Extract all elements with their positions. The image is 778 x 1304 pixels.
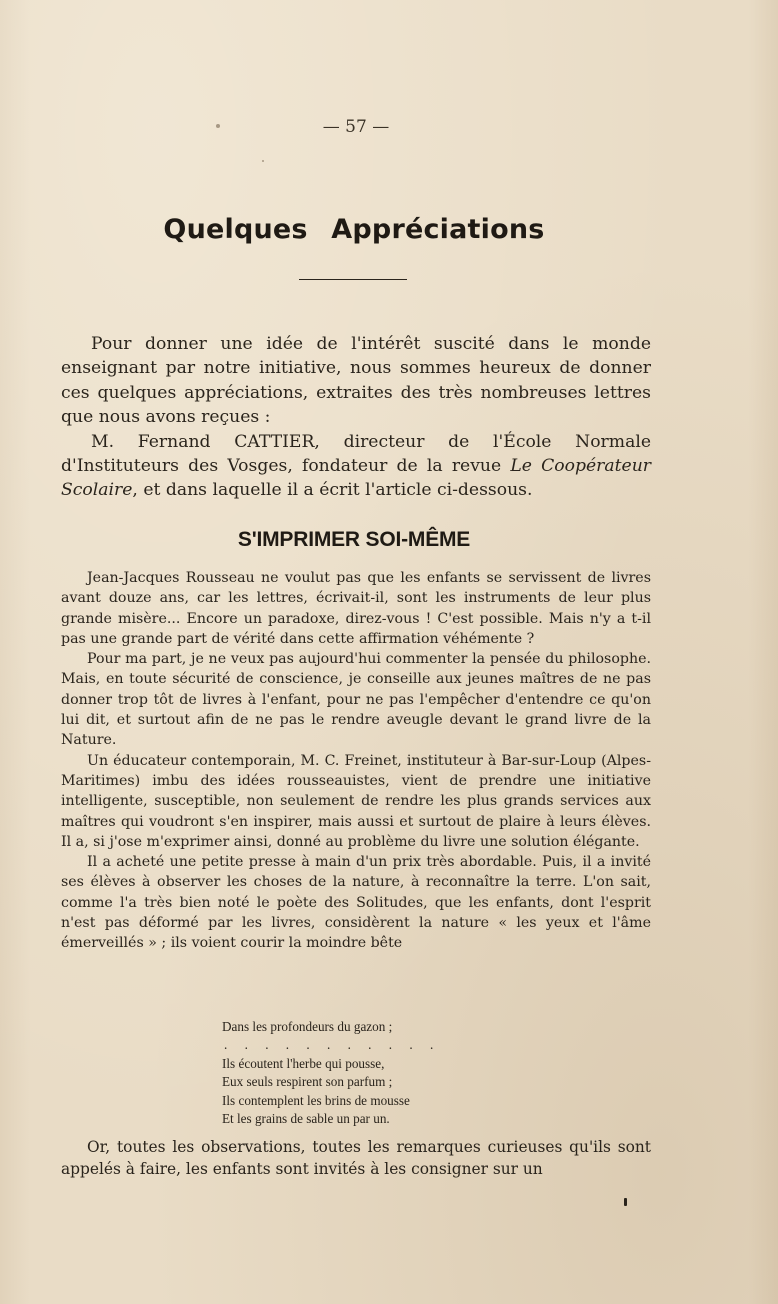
paper-speck xyxy=(262,160,264,162)
closing-paragraph: Or, toutes les observations, toutes les remarques curieuses qu'ils sont appelés à faire, les enfants sont invités à les consigner sur un xyxy=(61,1138,651,1178)
intro-paragraph: Pour donner une idée de l'intérêt suscité dans le monde enseignant par notre initiative, nous sommes heureux de donner ces quelques appréciations, extraites des très nombreuses lettres que nous avons reçues : xyxy=(61,334,651,428)
attribution-text-end: , et dans laquelle il a écrit l'article ci-dessous. xyxy=(132,480,533,501)
poem-line: Eux seuls respirent son parfum ; xyxy=(222,1074,393,1090)
article-body xyxy=(61,568,651,954)
poem-line: Ils écoutent l'herbe qui pousse, xyxy=(222,1055,385,1071)
closing-text xyxy=(61,1136,651,1180)
article-paragraph: Pour ma part, je ne veux pas aujourd'hui commenter la pensée du philosophe. Mais, en toute sécurité de conscience, je conseille aux jeunes maîtres de ne pas donner trop tôt de livres à l'enfant, pour ne pas l'empêcher d'entendre ce qu'on lui dit, et surtout afin de ne pas le rendre aveugle devant le grand livre de la Nature. xyxy=(61,651,651,749)
article-title: S'IMPRIMER SOI-MÊME xyxy=(237,528,471,551)
poem-line: Ils contemplent les brins de mousse xyxy=(222,1092,410,1108)
journal-title: Le Coopérateur Scolaire xyxy=(61,456,651,501)
poem-line: Dans les profondeurs du gazon ; xyxy=(222,1019,393,1034)
ink-mark xyxy=(624,1198,627,1206)
title-divider xyxy=(299,279,407,280)
poem-ellipsis: . . . . . . . . . . . xyxy=(224,1037,441,1053)
poem-quote xyxy=(222,1018,522,1128)
page-title: Quelques Appréciations xyxy=(163,214,545,245)
poem-line: Et les grains de sable un par un. xyxy=(222,1111,390,1127)
intro-paragraph-attribution xyxy=(61,430,651,503)
attribution-text: M. Fernand CATTIER, directeur de l'École Normale d'Instituteurs des Vosges, fondateur de la revue xyxy=(61,431,651,477)
page-number: — 57 — xyxy=(322,117,390,137)
article-paragraph: Il a acheté une petite presse à main d'un prix très abordable. Puis, il a invité ses élèves à observer les choses de la nature, à reconnaître la terre. L'on sait, comme l'a très bien noté le poète des Solitudes, que les enfants, dont l'esprit n'est pas déformé par les livres, considèrent la nature « les yeux et l'âme émerveillés » ; ils voient courir la moindre bête xyxy=(61,854,651,952)
article-paragraph: Un éducateur contemporain, M. C. Freinet, instituteur à Bar-sur-Loup (Alpes-Maritimes) imbu des idées rousseauistes, vient de prendre une initiative intelligente, susceptible, non seulement de rendre les plus grands services aux maîtres qui voudront s'en inspirer, mais aussi et surtout de plaire à leurs élèves. Il a, si j'ose m'exprimer ainsi, donné au problème du livre une solution élégante. xyxy=(61,752,651,850)
intro-text xyxy=(61,332,651,503)
article-paragraph: Jean-Jacques Rousseau ne voulut pas que les enfants se servissent de livres avant douze ans, car les lettres, écrivait-il, sont les instruments de leur plus grande misère... Encore un paradoxe, direz-vous ! C'est possible. Mais n'y a t-il pas une grande part de vérité dans cette affirmation véhémente ? xyxy=(61,570,651,647)
